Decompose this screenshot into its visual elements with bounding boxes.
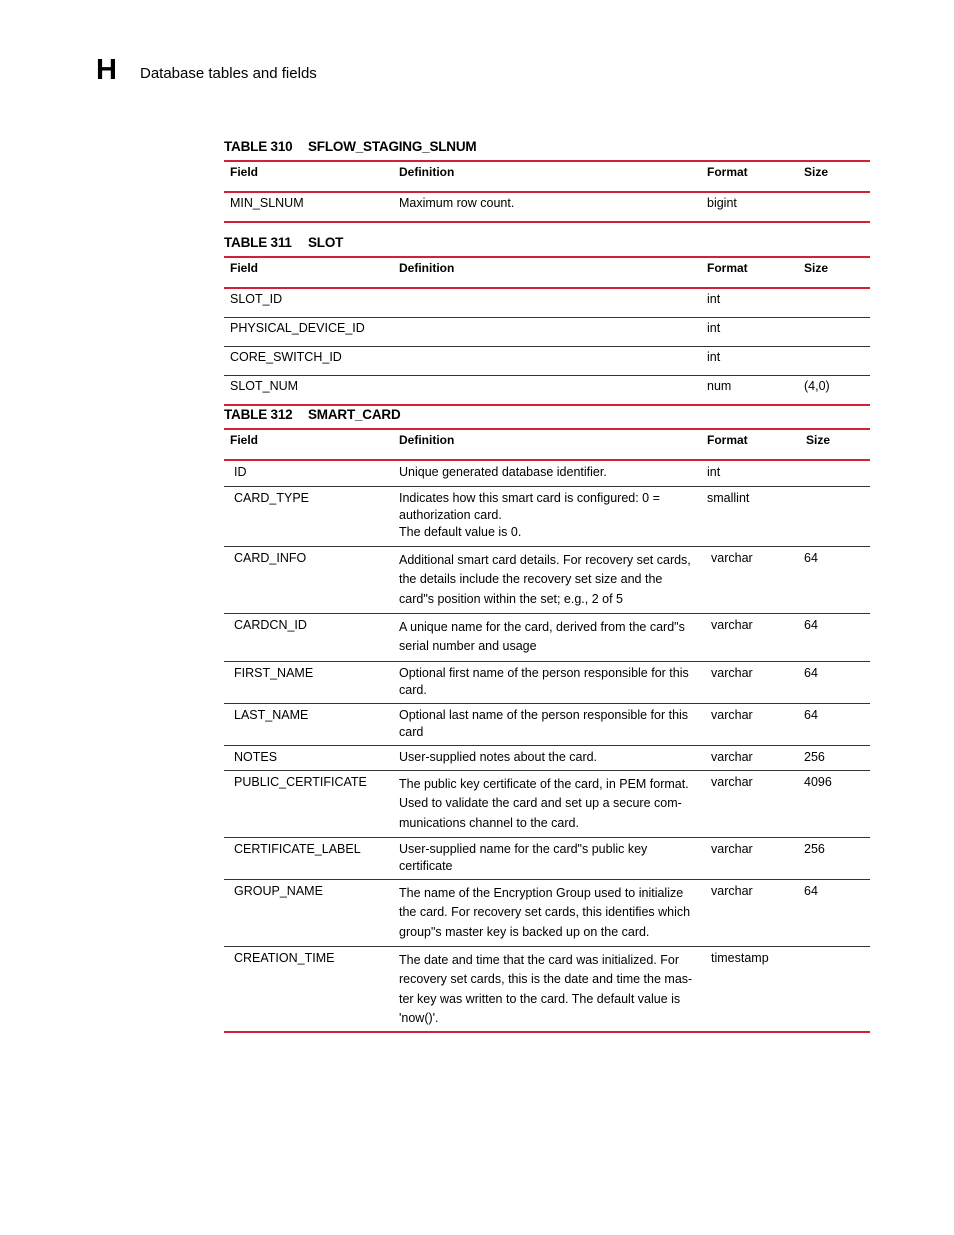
table-header-row xyxy=(224,161,870,192)
field-cell: SLOT_NUM xyxy=(230,379,299,393)
table-row xyxy=(224,460,870,486)
field-cell: MIN_SLNUM xyxy=(230,196,304,210)
table-311 xyxy=(224,256,870,406)
size-cell: 64 xyxy=(804,550,818,565)
table-310 xyxy=(224,160,870,223)
table-row xyxy=(224,946,870,1032)
table-row xyxy=(224,770,870,837)
table-310-block xyxy=(224,139,870,223)
field-cell: GROUP_NAME xyxy=(234,883,323,898)
format-cell: varchar xyxy=(711,617,753,632)
col-header-size: Size xyxy=(804,261,829,275)
table-title: SFLOW_STAGING_SLNUM xyxy=(308,139,477,154)
col-header-definition: Definition xyxy=(399,433,455,447)
size-cell xyxy=(798,318,870,347)
col-header-field: Field xyxy=(230,165,259,179)
field-cell: SLOT_ID xyxy=(230,292,283,306)
table-number: TABLE 312 xyxy=(224,407,293,422)
format-cell: bigint xyxy=(707,196,737,210)
field-cell: CARD_INFO xyxy=(234,550,307,565)
table-caption xyxy=(224,235,870,251)
col-header-field: Field xyxy=(230,261,259,275)
size-cell: (4,0) xyxy=(804,379,830,393)
field-cell: LAST_NAME xyxy=(234,707,309,722)
table-caption xyxy=(224,139,870,155)
format-cell: int xyxy=(707,350,721,364)
col-header-format: Format xyxy=(707,433,748,447)
size-cell: 4096 xyxy=(804,774,832,789)
col-header-definition: Definition xyxy=(399,261,455,275)
table-312-block xyxy=(224,407,870,1033)
field-cell: PUBLIC_CERTIFICATE xyxy=(234,774,367,789)
definition-note: The default value is 0. xyxy=(399,524,522,539)
table-title: SLOT xyxy=(308,235,344,250)
definition-cell: The public key certificate of the card, in PEM format. Used to validate the card and set up a secure com-munications channel to the card. xyxy=(399,776,689,830)
size-cell: 256 xyxy=(804,841,825,856)
table-row xyxy=(224,347,870,376)
col-header-format: Format xyxy=(707,261,748,275)
format-cell: varchar xyxy=(711,774,753,789)
field-cell: PHYSICAL_DEVICE_ID xyxy=(230,321,365,335)
size-cell xyxy=(798,946,870,1032)
format-cell: varchar xyxy=(711,550,753,565)
definition-cell: User-supplied name for the card"s public key certificate xyxy=(399,841,648,873)
table-header-row xyxy=(224,257,870,288)
table-row xyxy=(224,661,870,703)
size-cell: 64 xyxy=(804,665,818,680)
table-row xyxy=(224,376,870,406)
format-cell: timestamp xyxy=(711,950,769,965)
size-cell: 256 xyxy=(804,749,825,764)
format-cell: varchar xyxy=(711,883,753,898)
table-row xyxy=(224,879,870,946)
table-311-block xyxy=(224,235,870,406)
table-312 xyxy=(224,428,870,1033)
field-cell: CORE_SWITCH_ID xyxy=(230,350,342,364)
field-cell: NOTES xyxy=(234,749,278,764)
definition-cell: Unique generated database identifier. xyxy=(399,465,607,479)
size-cell xyxy=(798,460,870,486)
format-cell: int xyxy=(707,292,721,306)
col-header-size: Size xyxy=(806,433,831,447)
size-cell xyxy=(798,192,870,222)
field-cell: FIRST_NAME xyxy=(234,665,314,680)
field-cell: CARDCN_ID xyxy=(234,617,307,632)
table-row xyxy=(224,837,870,879)
table-caption xyxy=(224,407,870,423)
col-header-field: Field xyxy=(230,433,259,447)
chapter-letter: H xyxy=(96,54,117,86)
format-cell: varchar xyxy=(711,707,753,722)
definition-cell: Maximum row count. xyxy=(399,196,515,210)
col-header-definition: Definition xyxy=(399,165,455,179)
table-row xyxy=(224,192,870,222)
col-header-size: Size xyxy=(804,165,829,179)
size-cell xyxy=(798,486,870,546)
field-cell: CERTIFICATE_LABEL xyxy=(234,841,361,856)
table-number: TABLE 310 xyxy=(224,139,293,154)
format-cell: int xyxy=(707,321,721,335)
definition-cell: The date and time that the card was initialized. For recovery set cards, this is the date and time the mas-ter key was written to the card. The default value is 'now()'. xyxy=(399,952,693,1025)
table-row xyxy=(224,546,870,613)
definition-cell xyxy=(393,376,701,406)
definition-text: Indicates how this smart card is configured: 0 = authorization card. xyxy=(399,490,660,522)
table-row xyxy=(224,745,870,770)
definition-cell: User-supplied notes about the card. xyxy=(399,749,598,764)
size-cell: 64 xyxy=(804,883,818,898)
table-row xyxy=(224,288,870,318)
format-cell: varchar xyxy=(711,841,753,856)
table-row xyxy=(224,486,870,546)
format-cell: varchar xyxy=(711,749,753,764)
definition-cell: The name of the Encryption Group used to initialize the card. For recovery set cards, this identifies which group"s master key is backed up on the card. xyxy=(399,885,691,939)
col-header-format: Format xyxy=(707,165,748,179)
definition-cell xyxy=(393,318,701,347)
size-cell xyxy=(798,288,870,318)
format-cell: int xyxy=(707,465,721,479)
definition-cell: A unique name for the card, derived from the card"s serial number and usage xyxy=(399,619,685,653)
format-cell: varchar xyxy=(711,665,753,680)
definition-cell xyxy=(393,486,701,546)
definition-cell: Optional first name of the person responsible for this card. xyxy=(399,665,689,697)
table-title: SMART_CARD xyxy=(308,407,401,422)
size-cell xyxy=(798,347,870,376)
field-cell: CREATION_TIME xyxy=(234,950,335,965)
size-cell: 64 xyxy=(804,707,818,722)
table-header-row xyxy=(224,429,870,460)
table-row xyxy=(224,318,870,347)
table-row xyxy=(224,613,870,661)
field-cell: ID xyxy=(234,465,247,479)
size-cell: 64 xyxy=(804,617,818,632)
definition-cell xyxy=(393,288,701,318)
running-head: Database tables and fields xyxy=(140,65,317,82)
format-cell: smallint xyxy=(707,490,750,505)
field-cell: CARD_TYPE xyxy=(234,490,310,505)
format-cell: num xyxy=(707,379,732,393)
definition-cell: Optional last name of the person responsible for this card xyxy=(399,707,689,739)
table-row xyxy=(224,703,870,745)
definition-cell: Additional smart card details. For recovery set cards, the details include the recovery set size and the card"s position within the set; e.g., 2 of 5 xyxy=(399,552,691,606)
table-number: TABLE 311 xyxy=(224,235,292,250)
definition-cell xyxy=(393,347,701,376)
